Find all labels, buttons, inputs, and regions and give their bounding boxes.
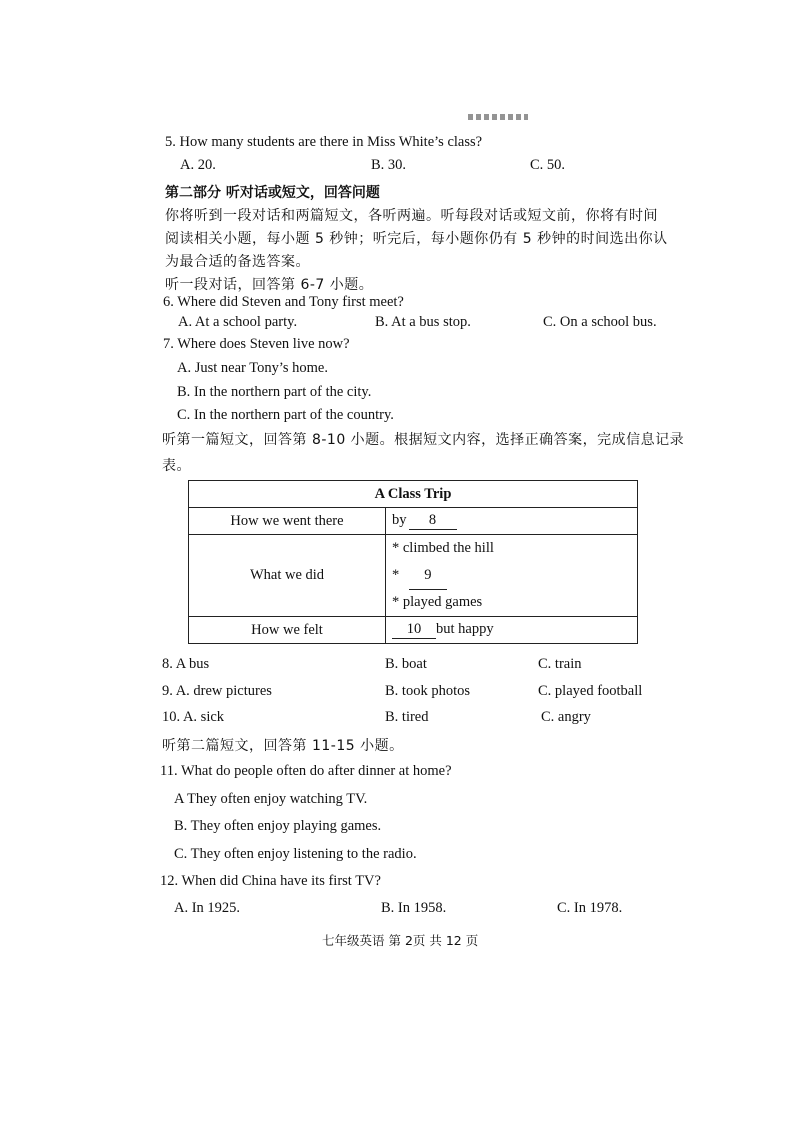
passage-1-intro-line-2: 表。 [162,458,191,474]
by-prefix: by [392,512,407,528]
question-12-option-a: A. In 1925. [174,900,241,916]
page-footer: 七年级英语 第 2页 共 12 页 [322,933,479,948]
question-10-option-b: B. tired [385,709,429,725]
row-label-what-did: What we did [189,535,386,617]
question-12-option-b: B. In 1958. [381,900,447,916]
activity-played-games: * played games [392,594,483,610]
passage-2-intro: 听第二篇短文，回答第 11-15 小题。 [162,738,404,754]
question-8-option-b: B. boat [385,656,427,672]
question-12-stem: 12. When did China have its first TV? [160,873,381,889]
row-value-how-felt [386,617,638,644]
activity-bullet: * [392,567,400,583]
row-label-how-went: How we went there [189,508,386,535]
question-12-option-c: C. In 1978. [557,900,623,916]
activity-climbed-hill: * climbed the hill [392,540,494,556]
question-5-stem: 5. How many students are there in Miss White’s class? [165,134,483,150]
part-2-instruction-line-2: 阅读相关小题，每小题 5 秒钟；听完后，每小题你仍有 5 秒钟的时间选出你认 [165,231,668,247]
question-11-option-c: C. They often enjoy listening to the radio. [174,846,417,862]
part-2-instruction-line-1: 你将听到一段对话和两篇短文，各听两遍。听每段对话或短文前，你将有时间 [165,208,658,224]
question-5-option-b: B. 30. [371,157,407,173]
part-2-instruction-line-3: 为最合适的备选答案。 [165,254,310,270]
table-title: A Class Trip [189,481,638,508]
question-7-stem: 7. Where does Steven live now? [163,336,350,352]
question-7-option-b: B. In the northern part of the city. [177,384,372,400]
question-9-option-c: C. played football [538,683,643,699]
dialog-intro: 听一段对话，回答第 6-7 小题。 [165,277,374,293]
felt-suffix: but happy [436,621,494,637]
question-11-option-a: A They often enjoy watching TV. [174,791,368,807]
question-6-option-a: A. At a school party. [178,314,298,330]
question-5-option-c: C. 50. [530,157,566,173]
blank-10: 10 [392,621,436,639]
blank-8: 8 [409,512,457,530]
question-7-option-c: C. In the northern part of the country. [177,407,394,423]
blank-9: 9 [409,562,447,590]
question-8-option-c: C. train [538,656,582,672]
class-trip-table [188,480,638,644]
question-7-option-a: A. Just near Tony’s home. [177,360,328,376]
passage-1-intro-line-1: 听第一篇短文，回答第 8-10 小题。根据短文内容，选择正确答案，完成信息记录 [162,432,685,448]
question-10-option-c: C. angry [541,709,591,725]
question-11-stem: 11. What do people often do after dinner at home? [160,763,452,779]
row-label-how-felt: How we felt [189,617,386,644]
question-9-option-a: 9. A. drew pictures [162,683,272,699]
scan-artifact [468,114,528,120]
row-value-how-went [386,508,638,535]
question-9-option-b: B. took photos [385,683,470,699]
question-10-option-a: 10. A. sick [162,709,225,725]
activity-blank-line [392,562,631,589]
question-6-option-c: C. On a school bus. [543,314,657,330]
row-value-what-did [386,535,638,617]
question-11-option-b: B. They often enjoy playing games. [174,818,382,834]
question-8-option-a: 8. A bus [162,656,210,672]
question-6-stem: 6. Where did Steven and Tony first meet? [163,294,404,310]
question-5-option-a: A. 20. [180,157,216,173]
question-6-option-b: B. At a bus stop. [375,314,471,330]
part-2-heading: 第二部分 听对话或短文，回答问题 [165,185,380,201]
